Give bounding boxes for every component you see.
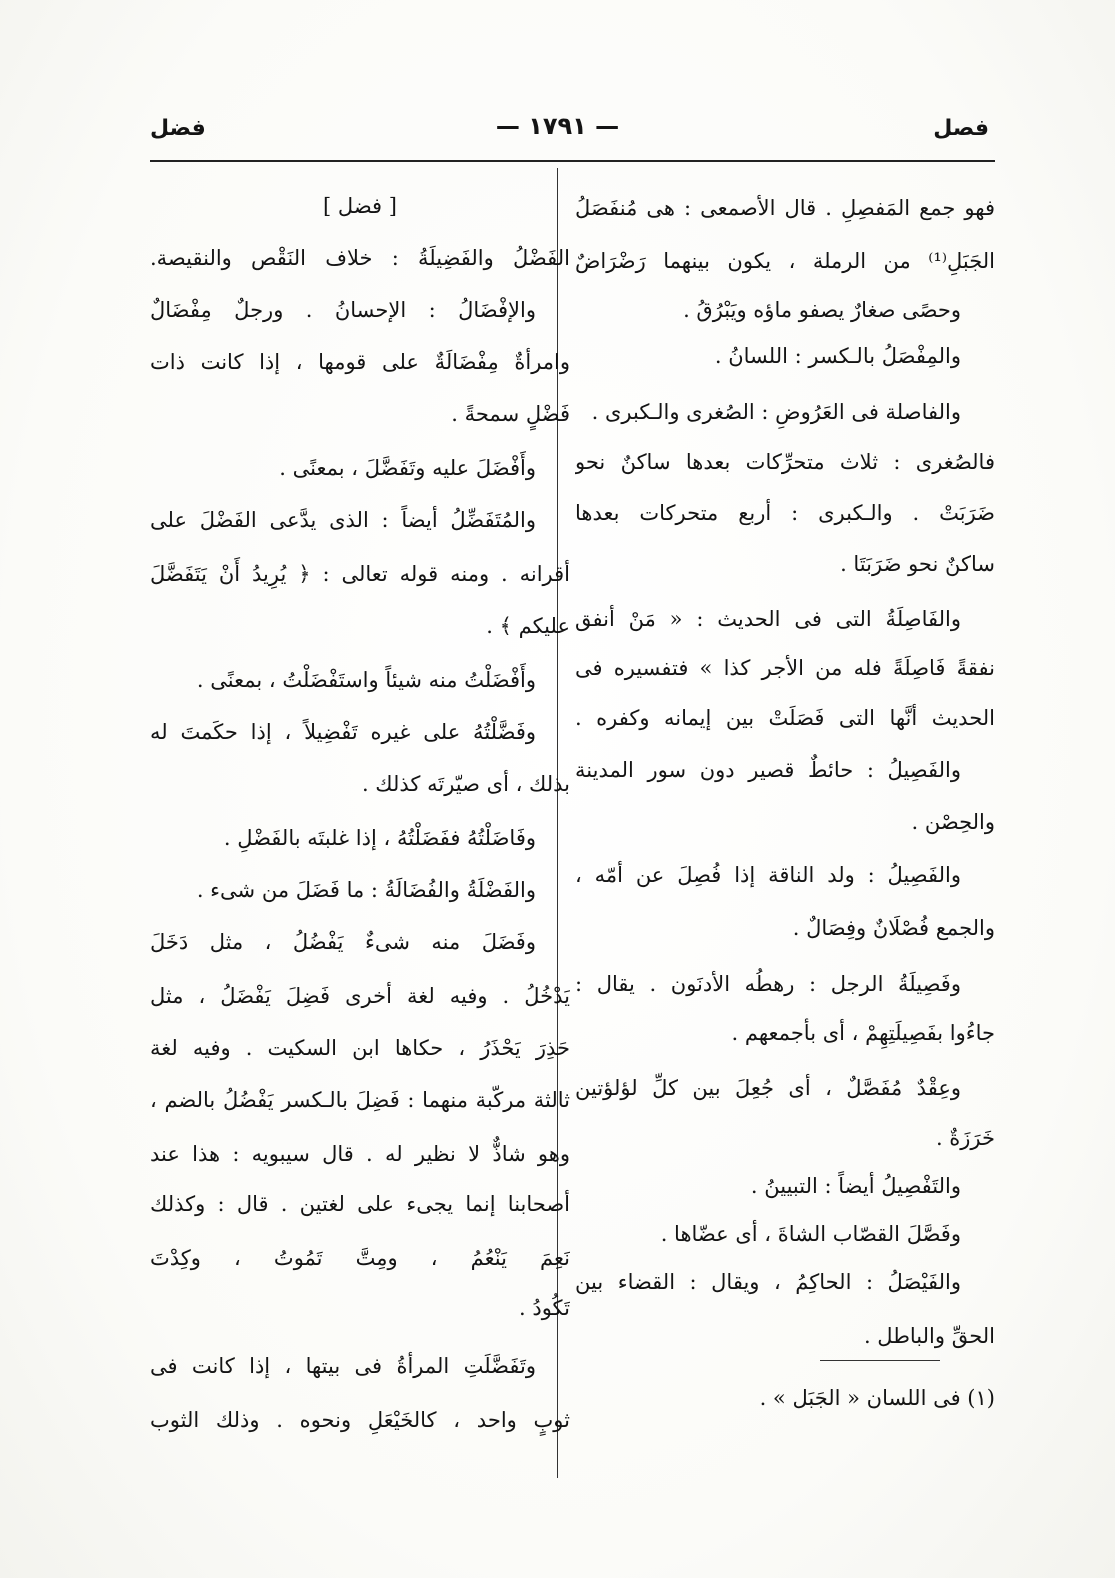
text-line: وأَفْضَلَ عليه وتَفَضَّلَ ، بمعنًى . bbox=[279, 456, 536, 480]
right-column bbox=[575, 174, 995, 1484]
text-line: عليكم ﴾ . bbox=[486, 614, 570, 638]
text-line: والفَيْصَلُ : الحاكِمُ ، ويقال : القضاء بين bbox=[575, 1270, 961, 1294]
text-line: وفَضَّلْتُهُ على غيره تَفْضِيلاً ، إذا حكَمتَ له bbox=[150, 720, 536, 744]
header-right-word: فصل bbox=[933, 116, 989, 141]
text-line: وأَفْضَلْتُ منه شيئاً واستَفْضَلْتُ ، بمعنًى . bbox=[196, 668, 536, 692]
text-line: نَعِمَ يَنْعُمُ ، ومِتَّ تَمُوتُ ، وكِدْتَ bbox=[150, 1246, 570, 1270]
text-line: نفقةً فَاصِلَةً فله من الأجر كذا » فتفسيره فى bbox=[575, 656, 995, 680]
text-line: وامرأةٌ مِفْضَالَةٌ على قومها ، إذا كانت ذات bbox=[150, 350, 570, 374]
text-line: يَدْخُلُ . وفيه لغة أخرى فَضِلَ يَفْضَلُ ، مثل bbox=[150, 984, 570, 1008]
text-line: فالصُغرى : ثلاث متحرِّكات بعدها ساكنٌ نحو bbox=[575, 450, 995, 474]
left-column bbox=[150, 174, 570, 1484]
text-line: أصحابنا إنما يجىء على لغتين . قال : وكذلك bbox=[150, 1192, 570, 1216]
text-line: ثالثة مركّبة منهما : فَضِلَ بالـكسر يَفْضُلُ بالضم ، bbox=[150, 1088, 570, 1112]
page-number: — ١٧٩١ — bbox=[495, 112, 620, 140]
text-line: فهو جمع المَفصِلِ . قال الأصمعى : هى مُنفَصَلُ bbox=[575, 196, 995, 220]
text-line: والفَاصِلَةُ التى فى الحديث : « مَنْ أنفق bbox=[575, 607, 961, 631]
text-line: والإفْضَالُ : الإحسانُ . ورجلٌ مِفْضَالٌ bbox=[150, 298, 536, 322]
text-line: والمِفْصَلُ بالـكسر : اللسانُ . bbox=[714, 344, 961, 368]
text-line: وفَصَّلَ القصّاب الشاةَ ، أى عضّاها . bbox=[660, 1222, 961, 1246]
text-line: [ فضل ] bbox=[323, 194, 397, 218]
text-line: تَكُودُ . bbox=[519, 1296, 570, 1320]
text-line: وفَاضَلْتُهُ ففَضَلْتُهُ ، إذا غلبتَه بالفَضْلِ . bbox=[223, 826, 536, 850]
text-line: (١) فى اللسان « الجَبَل » . bbox=[759, 1386, 995, 1410]
footnote-rule bbox=[820, 1360, 940, 1361]
text-line: خَرَزَةٌ . bbox=[935, 1126, 995, 1150]
text-line: والفَضْلَةُ والفُضَالَةُ : ما فَضَلَ من شىء . bbox=[196, 878, 536, 902]
text-line: وفَصِيلَةُ الرجل : رهطُه الأدنَون . يقال : bbox=[575, 972, 961, 996]
text-line: ضَرَبَتْ . والـكبرى : أربع متحركات بعدها bbox=[575, 501, 995, 525]
text-line: وهو شاذٌّ لا نظير له . قال سيبويه : هذا عند bbox=[150, 1142, 570, 1166]
text-line: والتَفْصِيلُ أيضاً : التبيينُ . bbox=[750, 1174, 961, 1198]
text-line: بذلك ، أى صيّرتَه كذلك . bbox=[361, 772, 570, 796]
text-line: الحديث أنَّها التى فَصَلَتْ بين إيمانه وكفره . bbox=[575, 706, 995, 730]
text-line: والمُتَفَضِّلُ أيضاً : الذى يدَّعى الفَضْلَ على bbox=[150, 508, 536, 532]
text-line: وفَضَلَ منه شىءٌ يَفْضُلُ ، مثل دَخَلَ bbox=[150, 930, 536, 954]
text-line: أقرانه . ومنه قوله تعالى : ﴿ يُرِيدُ أَنْ يَتَفَضَّلَ bbox=[150, 562, 570, 586]
text-line: ساكنٌ نحو ضَرَبَتَا . bbox=[840, 552, 995, 576]
header-rule bbox=[150, 160, 995, 162]
header-left-word: فضل bbox=[150, 116, 206, 141]
text-line: والفَصِيلُ : ولد الناقة إذا فُصِلَ عن أمّه ، bbox=[575, 863, 961, 887]
text-line: والفَصِيلُ : حائطٌ قصير دون سور المدينة bbox=[575, 758, 961, 782]
text-line: جاءُوا بفَصِيلَتِهِمْ ، أى بأجمعهم . bbox=[731, 1021, 995, 1045]
text-line: والفاصلة فى العَرُوضِ : الصُغرى والـكبرى . bbox=[591, 400, 961, 424]
text-line: وعِقْدٌ مُفَصَّلٌ ، أى جُعِلَ بين كلِّ لؤلؤتين bbox=[575, 1076, 961, 1100]
text-line: حَذِرَ يَحْذَرُ ، حكاها ابن السكيت . وفيه لغة bbox=[150, 1036, 570, 1060]
text-line: وحصًى صغارٌ يصفو ماؤه ويَبْرُقُ . bbox=[683, 298, 961, 322]
text-line: وتَفَضَّلَتِ المرأةُ فى بيتها ، إذا كانت فى bbox=[150, 1354, 536, 1378]
text-line: والحِصْن . bbox=[911, 810, 995, 834]
text-line: ثوبٍ واحد ، كالخَيْعَلِ ونحوه . وذلك الثوب bbox=[150, 1408, 570, 1432]
text-line: الحقِّ والباطل . bbox=[863, 1324, 995, 1348]
text-line: والجمع فُصْلَانٌ وفِصَالٌ . bbox=[792, 916, 995, 940]
text-line: الفَضْلُ والفَضِيلَةُ : خلاف النَقْص والنقيصة. bbox=[150, 246, 570, 270]
text-line: فَضْلٍ سمحةً . bbox=[451, 402, 570, 426]
text-line: الجَبَلِ⁽¹⁾ من الرملة ، يكون بينهما رَضْرَاضٌ bbox=[575, 249, 995, 273]
